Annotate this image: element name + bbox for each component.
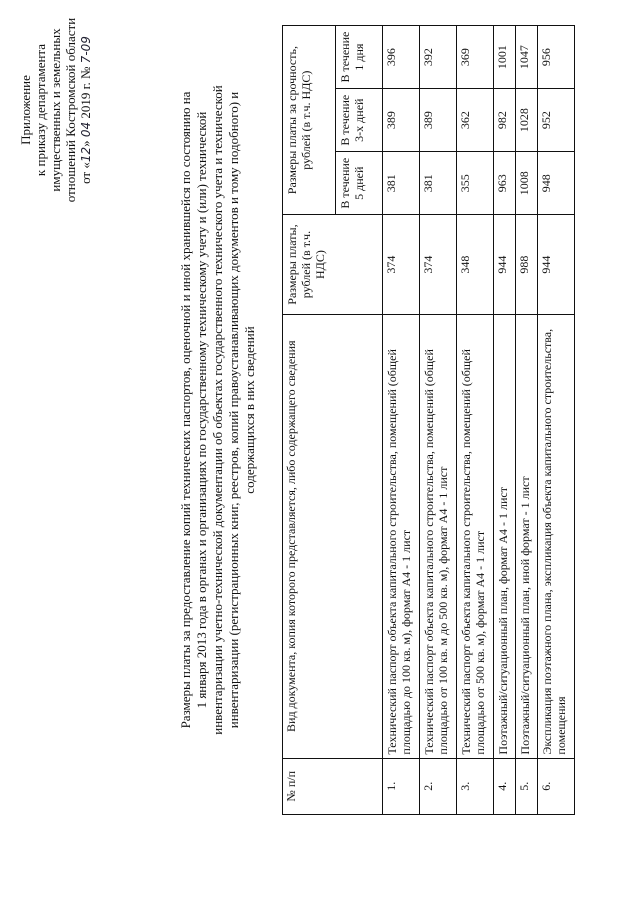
row-fee-3-days: 362 <box>457 89 494 152</box>
table-row <box>538 26 575 815</box>
header-fee: Размеры платы, рублей (в т.ч. НДС) <box>283 215 383 315</box>
row-fee: 944 <box>538 215 575 315</box>
row-fee: 374 <box>383 215 420 315</box>
title-line-2: 1 января 2013 года в органах и организациях по государственному техническому учету и (или) технической <box>194 111 209 709</box>
row-fee-1-day: 1047 <box>516 26 538 89</box>
row-fee-5-days: 1008 <box>516 152 538 215</box>
row-document-kind: Технический паспорт объекта капитального строительства, помещений (общей площадью от 100 кв. м до 500 кв. м), формат А4 - 1 лист <box>420 314 457 758</box>
row-fee-3-days: 952 <box>538 89 575 152</box>
table-row <box>516 26 538 815</box>
header-num: № п/п <box>283 758 383 814</box>
header-5-days: В течение 5 дней <box>336 152 383 215</box>
row-number: 3. <box>457 758 494 814</box>
row-fee-1-day: 369 <box>457 26 494 89</box>
row-fee-5-days: 381 <box>383 152 420 215</box>
row-fee-5-days: 948 <box>538 152 575 215</box>
row-document-kind: Технический паспорт объекта капитального строительства, помещений (общей площадью от 500 кв. м), формат А4 - 1 лист <box>457 314 494 758</box>
title-line-1: Размеры платы за предоставление копий технических паспортов, оценочной и иной хранившейся по состоянию на <box>178 91 193 729</box>
row-fee-1-day: 392 <box>420 26 457 89</box>
order-month: 04 <box>79 121 93 138</box>
appendix-line-2: к приказу департамента <box>33 43 48 177</box>
row-fee-5-days: 355 <box>457 152 494 215</box>
table-row <box>494 26 516 815</box>
row-fee-3-days: 389 <box>420 89 457 152</box>
title-line-3: инвентаризации учетно-технической документации об объектах государственного технического учета и технической <box>210 85 225 735</box>
row-document-kind: Технический паспорт объекта капитального строительства, помещений (общей площадью до 100 кв. м), формат А4 - 1 лист <box>383 314 420 758</box>
row-number: 5. <box>516 758 538 814</box>
row-fee: 988 <box>516 215 538 315</box>
header-urgency: Размеры платы за срочность, рублей (в т.ч. НДС) <box>283 26 336 215</box>
table-row <box>420 26 457 815</box>
header-1-day: В течение 1 дня <box>336 26 383 89</box>
order-mid: » <box>78 140 93 147</box>
row-fee-1-day: 956 <box>538 26 575 89</box>
fee-table <box>282 25 575 815</box>
appendix-line-3: имущественных и земельных <box>48 28 63 192</box>
order-year: 2019 г. № <box>78 66 93 119</box>
row-number: 4. <box>494 758 516 814</box>
header-3-days: В течение 3-х дней <box>336 89 383 152</box>
row-fee-5-days: 963 <box>494 152 516 215</box>
title-line-5: содержащихся в них сведений <box>242 326 257 494</box>
row-fee-3-days: 982 <box>494 89 516 152</box>
row-fee-1-day: 396 <box>383 26 420 89</box>
appendix-block <box>18 15 94 205</box>
header-kind: Вид документа, копия которого представляется, либо содержащего сведения <box>283 314 383 758</box>
row-fee: 348 <box>457 215 494 315</box>
order-prefix: от « <box>78 162 93 184</box>
row-fee-3-days: 389 <box>383 89 420 152</box>
row-number: 6. <box>538 758 575 814</box>
table-row <box>457 26 494 815</box>
appendix-line-4: отношений Костромской области <box>63 17 78 203</box>
order-reference <box>78 15 94 205</box>
row-document-kind: Поэтажный/ситуационный план, формат А4 - 1 лист <box>494 314 516 758</box>
row-document-kind: Экспликация поэтажного плана, экспликация объекта капитального строительства, помещения <box>538 314 575 758</box>
order-number: 7-09 <box>79 36 93 64</box>
table-header-row <box>283 26 336 815</box>
row-fee: 374 <box>420 215 457 315</box>
row-number: 2. <box>420 758 457 814</box>
row-document-kind: Поэтажный/ситуационный план, иной формат - 1 лист <box>516 314 538 758</box>
row-fee-1-day: 1001 <box>494 26 516 89</box>
row-fee-3-days: 1028 <box>516 89 538 152</box>
row-fee: 944 <box>494 215 516 315</box>
row-number: 1. <box>383 758 420 814</box>
appendix-line-1: Приложение <box>18 75 33 145</box>
table-row <box>383 26 420 815</box>
document-title <box>178 10 258 810</box>
row-fee-5-days: 381 <box>420 152 457 215</box>
order-day: 12 <box>79 146 93 163</box>
title-line-4: инвентаризации (регистрационных книг, реестров, копий правоустанавливающих документов и тому подобного) и <box>226 91 241 729</box>
